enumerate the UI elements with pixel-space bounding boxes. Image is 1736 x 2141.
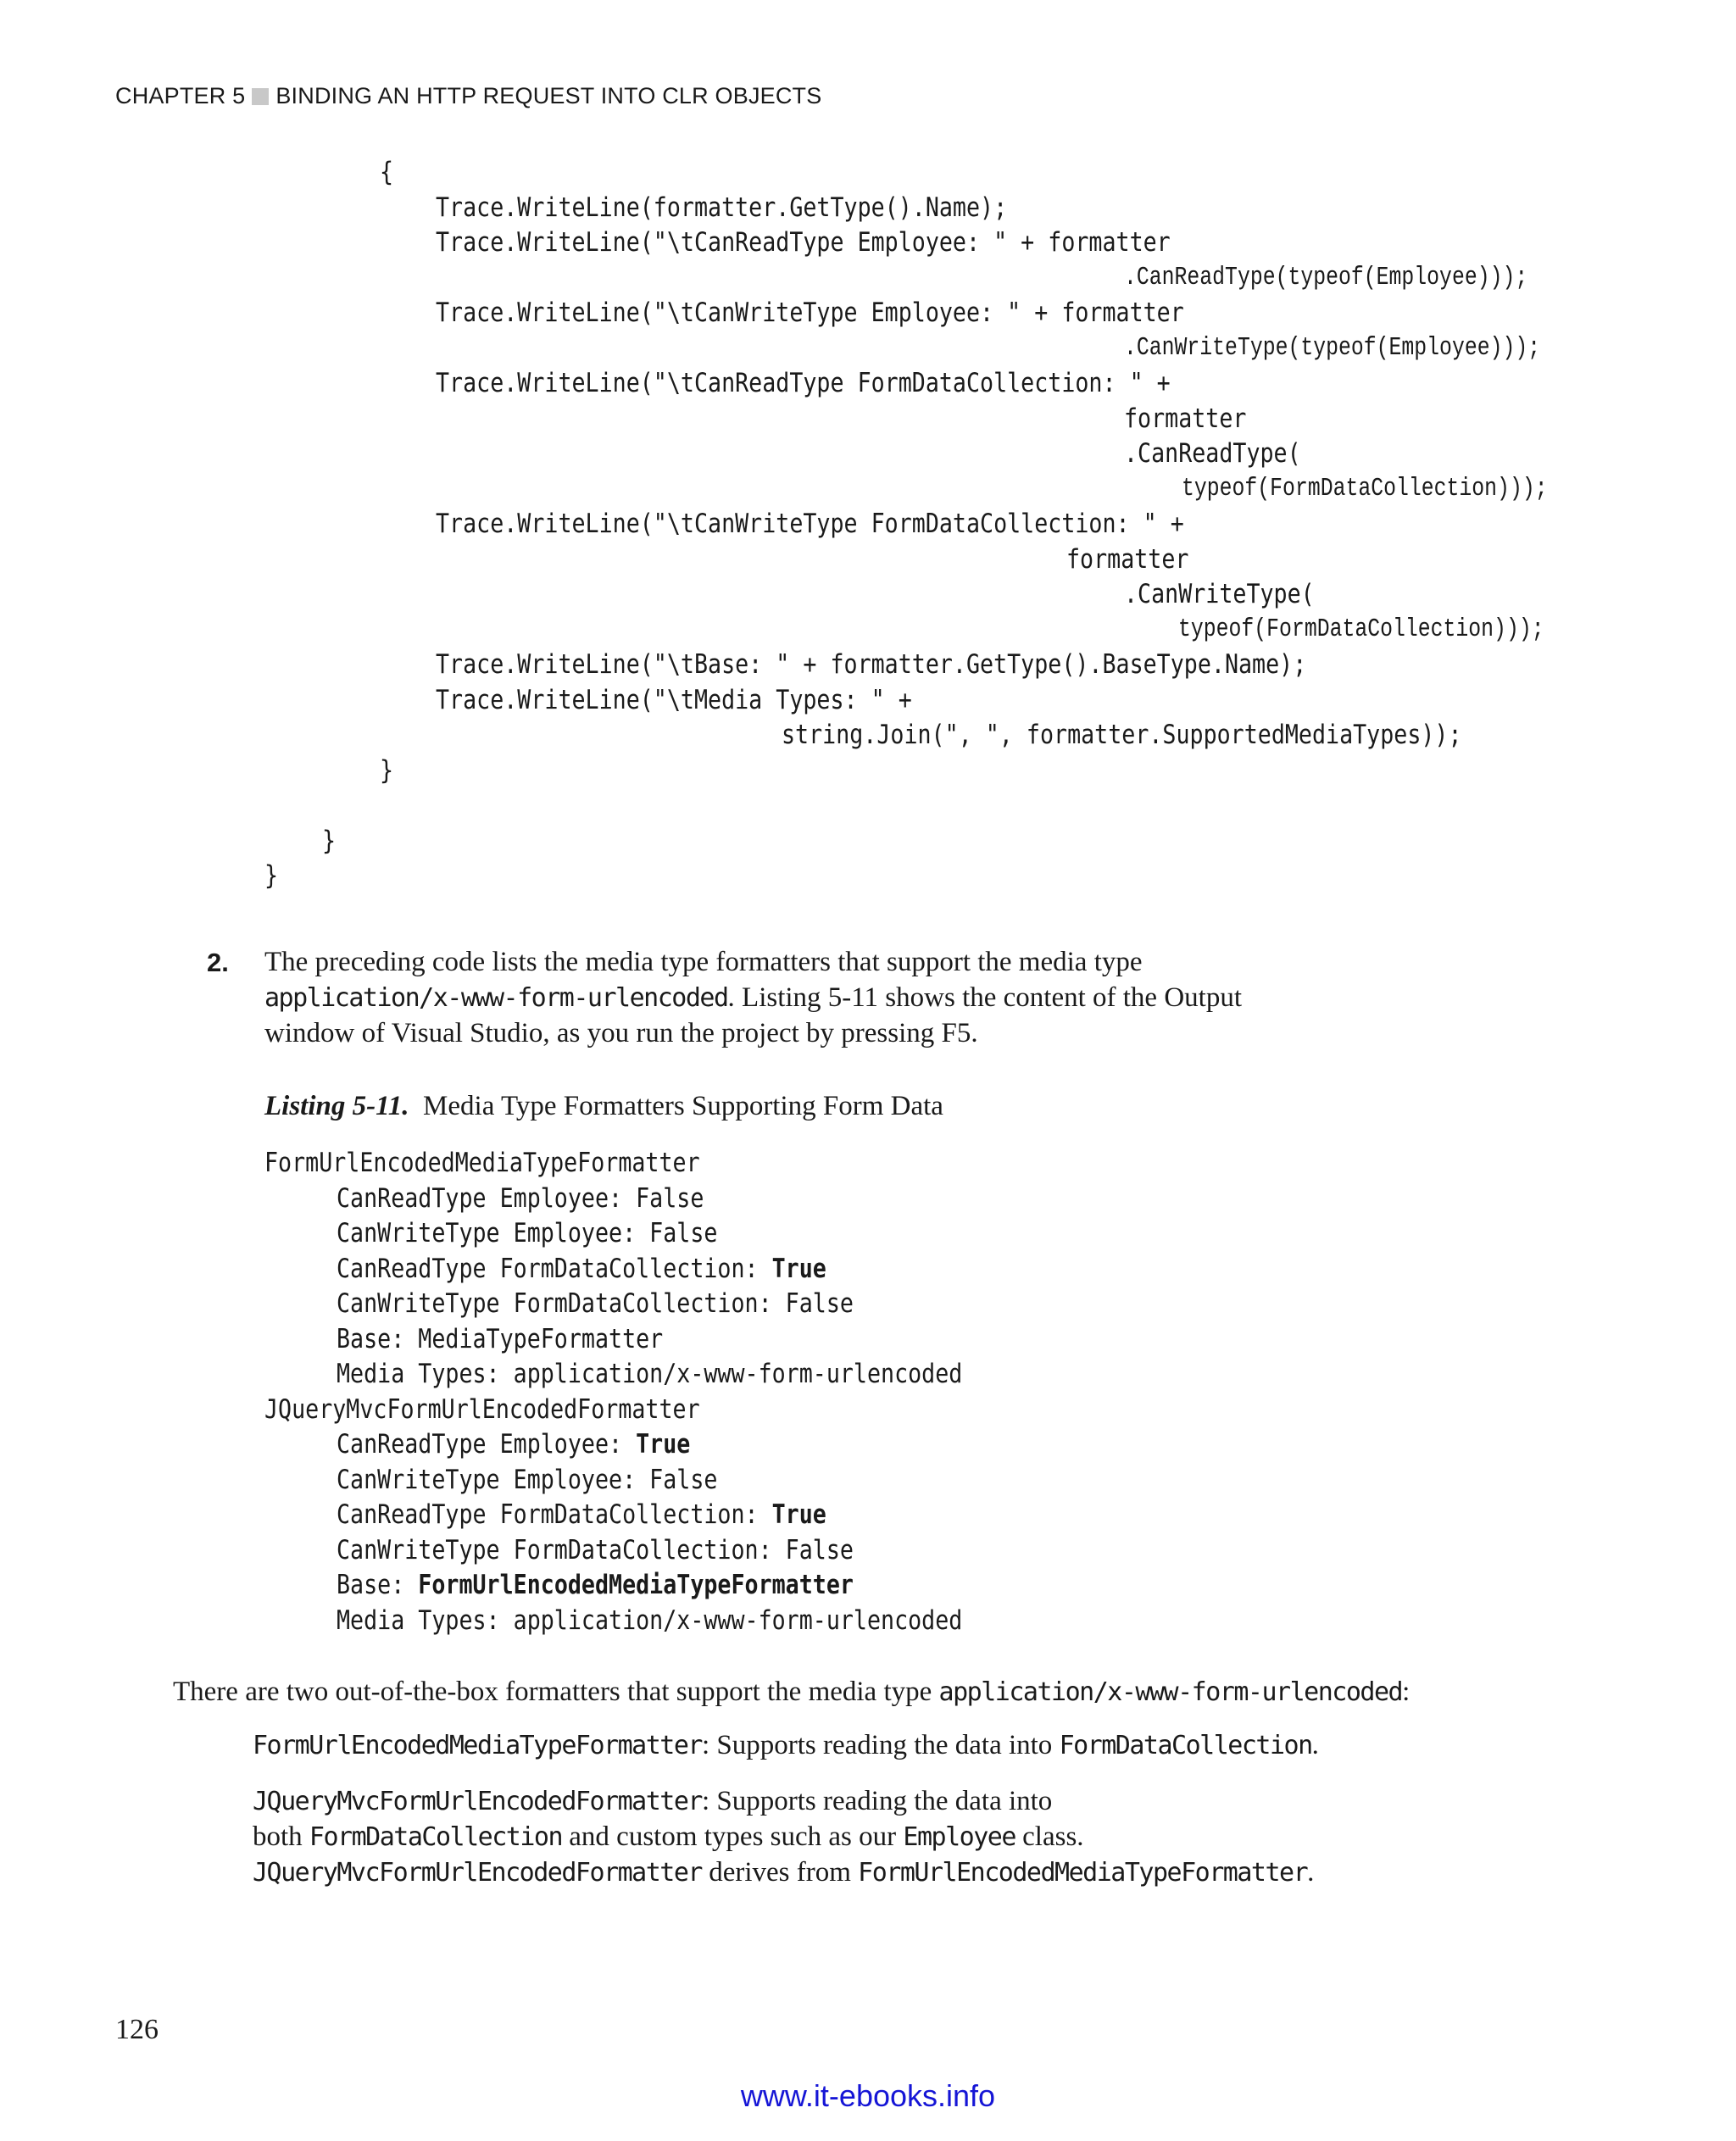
output-line: CanWriteType Employee: False: [337, 1218, 718, 1248]
code-line: {: [380, 157, 394, 187]
formatter-description-line: both FormDataCollection and custom types such as our Employee class.: [253, 1821, 1084, 1852]
formatter-description-line: JQueryMvcFormUrlEncodedFormatter derives from FormUrlEncodedMediaTypeFormatter.: [253, 1857, 1315, 1888]
summary-paragraph: There are two out-of-the-box formatters that support the media type application/x-www-form-urlencoded:: [173, 1677, 1410, 1707]
output-line: CanReadType FormDataCollection: True: [337, 1499, 826, 1530]
code-line: Trace.WriteLine("\tMedia Types: " +: [436, 685, 912, 715]
listing-title: Media Type Formatters Supporting Form Data: [423, 1091, 943, 1121]
chapter-title: BINDING AN HTTP REQUEST INTO CLR OBJECTS: [275, 83, 822, 108]
chapter-label: CHAPTER 5: [115, 83, 246, 108]
page-number: 126: [115, 2014, 159, 2045]
code-line: Trace.WriteLine("\tCanReadType FormDataCollection: " +: [436, 368, 1171, 398]
formatter-description: FormUrlEncodedMediaTypeFormatter: Supports reading the data into FormDataCollection.: [253, 1730, 1319, 1760]
output-line: FormUrlEncodedMediaTypeFormatter: [264, 1148, 700, 1178]
step-number: 2.: [207, 948, 229, 977]
listing-label: Listing 5-11.: [264, 1091, 409, 1121]
output-line: Base: MediaTypeFormatter: [337, 1324, 664, 1354]
code-line: typeof(FormDataCollection)));: [1182, 474, 1548, 503]
code-line: }: [322, 826, 337, 856]
separator-square-icon: [252, 88, 269, 105]
code-line: Trace.WriteLine("\tBase: " + formatter.GetType().BaseType.Name);: [436, 649, 1307, 680]
inline-code: FormDataCollection: [309, 1822, 563, 1852]
listing-caption: [264, 1088, 943, 1124]
code-line: string.Join(", ", formatter.SupportedMediaTypes));: [782, 720, 1462, 750]
running-header: [115, 83, 821, 109]
inline-code: application/x-www-form-urlencoded: [264, 983, 728, 1013]
step-text-line: application/x-www-form-urlencoded. Listing 5-11 shows the content of the Output: [264, 982, 1242, 1013]
code-line: typeof(FormDataCollection)));: [1178, 614, 1544, 644]
output-line: Media Types: application/x-www-form-urlencoded: [337, 1359, 963, 1389]
code-line: .CanReadType(: [1124, 438, 1301, 469]
output-line: CanWriteType FormDataCollection: False: [337, 1288, 854, 1319]
inline-code: application/x-www-form-urlencoded: [938, 1677, 1403, 1707]
code-line: Trace.WriteLine("\tCanReadType Employee: " + formatter: [436, 227, 1171, 258]
code-line: }: [380, 755, 394, 786]
code-line: Trace.WriteLine(formatter.GetType().Name);: [436, 192, 1008, 223]
code-line: Trace.WriteLine("\tCanWriteType FormDataCollection: " +: [436, 509, 1184, 539]
output-line: CanWriteType Employee: False: [337, 1465, 718, 1495]
watermark-link[interactable]: www.it-ebooks.info: [740, 2078, 996, 2113]
output-line: CanReadType Employee: False: [337, 1183, 704, 1214]
step-text-line: The preceding code lists the media type formatters that support the media type: [264, 947, 1143, 977]
code-line: Trace.WriteLine("\tCanWriteType Employee: " + formatter: [436, 298, 1184, 328]
code-line: formatter: [1066, 544, 1189, 575]
inline-code: JQueryMvcFormUrlEncodedFormatter: [253, 1858, 702, 1888]
output-line: Media Types: application/x-www-form-urlencoded: [337, 1605, 963, 1636]
code-line: formatter: [1124, 403, 1247, 434]
step-text-line: window of Visual Studio, as you run the project by pressing F5.: [264, 1018, 978, 1048]
inline-code: FormDataCollection: [1059, 1731, 1312, 1760]
output-line: CanWriteType FormDataCollection: False: [337, 1535, 854, 1565]
inline-code: FormUrlEncodedMediaTypeFormatter: [253, 1731, 702, 1760]
output-line: CanReadType Employee: True: [337, 1429, 691, 1460]
output-line: Base: FormUrlEncodedMediaTypeFormatter: [337, 1570, 854, 1600]
output-line: CanReadType FormDataCollection: True: [337, 1254, 826, 1284]
output-line: JQueryMvcFormUrlEncodedFormatter: [264, 1394, 700, 1425]
inline-code: Employee: [903, 1822, 1015, 1852]
code-line: .CanWriteType(typeof(Employee)));: [1124, 333, 1541, 363]
inline-code: JQueryMvcFormUrlEncodedFormatter: [253, 1787, 702, 1816]
code-line: .CanWriteType(: [1124, 579, 1315, 609]
inline-code: FormUrlEncodedMediaTypeFormatter: [858, 1858, 1308, 1888]
code-line: }: [264, 860, 279, 891]
formatter-description: JQueryMvcFormUrlEncodedFormatter: Supports reading the data into: [253, 1786, 1053, 1816]
code-line: .CanReadType(typeof(Employee)));: [1124, 263, 1528, 292]
